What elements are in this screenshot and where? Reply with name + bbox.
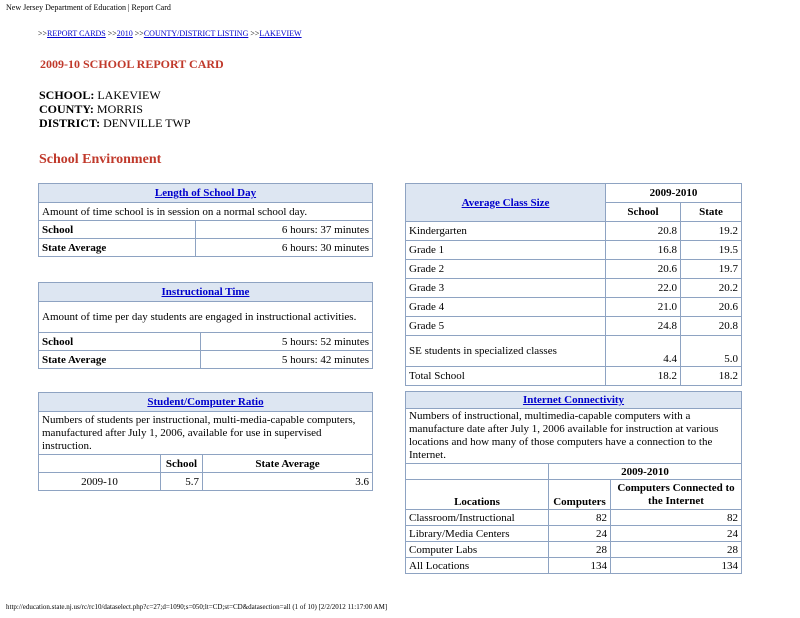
page-header: New Jersey Department of Education | Report Card [6, 3, 171, 12]
row-label: State Average [39, 351, 201, 369]
row-label: School [39, 221, 196, 239]
state-value: 5.0 [681, 336, 742, 367]
table-row [406, 317, 742, 336]
grade-label: Grade 3 [406, 279, 606, 298]
grade-label: Grade 1 [406, 241, 606, 260]
grade-label: Grade 5 [406, 317, 606, 336]
school-value: 22.0 [606, 279, 681, 298]
state-value: 19.2 [681, 222, 742, 241]
grade-label: SE students in specialized classes [406, 336, 606, 367]
table-row [406, 367, 742, 386]
school-value: 4.4 [606, 336, 681, 367]
row-label: School [39, 333, 201, 351]
length-of-day-link[interactable]: Length of School Day [154, 187, 257, 199]
table-row [406, 260, 742, 279]
computers-value: 82 [549, 510, 611, 526]
location-label: All Locations [406, 558, 549, 574]
location-label: Classroom/Instructional [406, 510, 549, 526]
page-footer-url: http://education.state.nj.us/rc/rc10/dataselect.php?c=27;d=1090;s=050;lt=CD;st=CD&datasection=all (1 of 10) [2/2/2012 11:17:00 AM] [6, 603, 388, 611]
connected-value: 28 [611, 542, 742, 558]
row-value: 6 hours: 37 minutes [196, 221, 373, 239]
grade-label: Grade 4 [406, 298, 606, 317]
instructional-time-link[interactable]: Instructional Time [161, 286, 250, 298]
table-row [406, 526, 742, 542]
col-state: State [681, 203, 742, 222]
table-row [406, 542, 742, 558]
report-title: 2009-10 SCHOOL REPORT CARD [40, 57, 224, 71]
school-label: SCHOOL: [39, 88, 95, 102]
school-value: 20.8 [606, 222, 681, 241]
computers-value: 24 [549, 526, 611, 542]
instructional-time-description: Amount of time per day students are engaged in instructional activities. [39, 302, 373, 333]
school-value: 21.0 [606, 298, 681, 317]
class-size-year: 2009-2010 [606, 184, 742, 203]
school-value: LAKEVIEW [94, 88, 161, 102]
breadcrumb-report-cards[interactable]: REPORT CARDS [47, 29, 106, 38]
breadcrumb-2010[interactable]: 2010 [116, 29, 133, 38]
state-value: 20.6 [681, 298, 742, 317]
length-of-day-description: Amount of time school is in session on a normal school day. [39, 203, 373, 221]
connected-value: 82 [611, 510, 742, 526]
internet-description: Numbers of instructional, multimedia-capable computers with a manufacture date after July 1, 2006 available for instruction at various locations and how many of those computers have a connection to the Internet. [406, 409, 742, 464]
row-label: State Average [39, 239, 196, 257]
state-value: 20.8 [681, 317, 742, 336]
grade-label: Kindergarten [406, 222, 606, 241]
col-computers: Computers [549, 480, 611, 510]
grade-label: Grade 2 [406, 260, 606, 279]
internet-connectivity-link[interactable]: Internet Connectivity [522, 394, 625, 406]
length-of-day-table [38, 183, 373, 257]
ratio-school: 5.7 [161, 473, 203, 491]
school-value: 24.8 [606, 317, 681, 336]
school-value: 16.8 [606, 241, 681, 260]
county-value: MORRIS [93, 102, 143, 116]
grade-label: Total School [406, 367, 606, 386]
breadcrumb-lakeview[interactable]: LAKEVIEW [259, 29, 302, 38]
col-state-average: State Average [203, 455, 373, 473]
breadcrumb-sep: >> [38, 29, 48, 38]
location-label: Computer Labs [406, 542, 549, 558]
location-label: Library/Media Centers [406, 526, 549, 542]
table-row [406, 336, 742, 367]
table-row [406, 222, 742, 241]
table-row [406, 279, 742, 298]
ratio-state: 3.6 [203, 473, 373, 491]
state-value: 18.2 [681, 367, 742, 386]
breadcrumb-sep: >> [248, 29, 260, 38]
table-row [406, 241, 742, 260]
connected-value: 24 [611, 526, 742, 542]
district-value: DENVILLE TWP [100, 116, 191, 130]
state-value: 19.7 [681, 260, 742, 279]
row-value: 5 hours: 52 minutes [201, 333, 373, 351]
state-value: 20.2 [681, 279, 742, 298]
col-school: School [606, 203, 681, 222]
computer-ratio-link[interactable]: Student/Computer Ratio [147, 396, 264, 408]
state-value: 19.5 [681, 241, 742, 260]
row-value: 5 hours: 42 minutes [201, 351, 373, 369]
breadcrumb-sep: >> [132, 29, 144, 38]
internet-year: 2009-2010 [549, 464, 742, 480]
computer-ratio-description: Numbers of students per instructional, multi-media-capable computers, manufactured after July 1, 2006, available for use in supervised instruction. [39, 412, 373, 455]
county-label: COUNTY: [39, 102, 94, 116]
col-locations: Locations [406, 480, 549, 510]
table-row [406, 510, 742, 526]
class-size-table [405, 183, 742, 386]
school-value: 20.6 [606, 260, 681, 279]
class-size-link[interactable]: Average Class Size [461, 196, 550, 209]
table-row [406, 558, 742, 574]
district-label: DISTRICT: [39, 116, 101, 130]
connected-value: 134 [611, 558, 742, 574]
row-value: 6 hours: 30 minutes [196, 239, 373, 257]
col-school: School [161, 455, 203, 473]
school-info [39, 88, 191, 130]
col-connected: Computers Connected to the Internet [611, 480, 742, 510]
ratio-year: 2009-10 [39, 473, 161, 491]
computers-value: 134 [549, 558, 611, 574]
table-row [406, 298, 742, 317]
computers-value: 28 [549, 542, 611, 558]
breadcrumb [38, 29, 302, 38]
breadcrumb-county-district[interactable]: COUNTY/DISTRICT LISTING [143, 29, 249, 38]
computer-ratio-table [38, 392, 373, 491]
section-title: School Environment [39, 152, 162, 167]
instructional-time-table [38, 282, 373, 369]
breadcrumb-sep: >> [105, 29, 117, 38]
school-value: 18.2 [606, 367, 681, 386]
internet-table [405, 391, 742, 574]
